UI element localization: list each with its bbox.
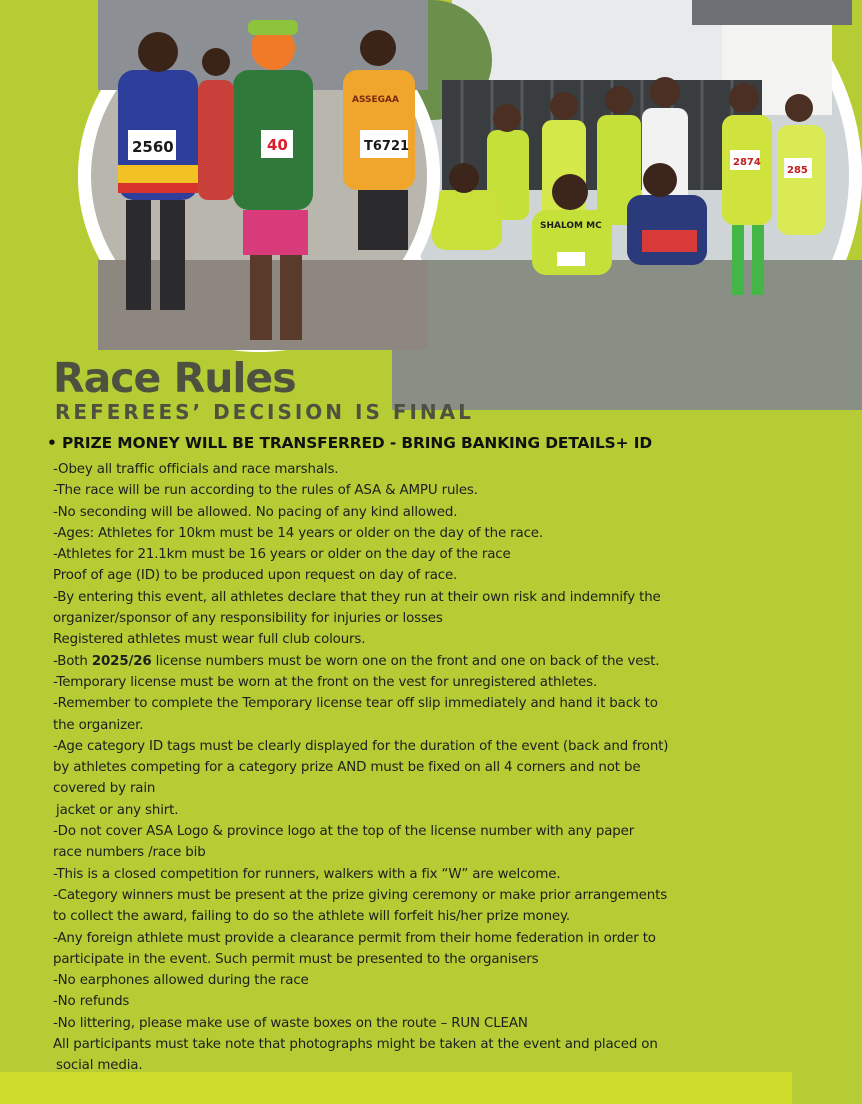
rule-line: -No littering, please make use of waste boxes on the route – RUN CLEAN	[53, 1015, 528, 1031]
rule-line: -Obey all traffic officials and race marshals.	[53, 462, 339, 477]
page-title: Race Rules	[53, 354, 296, 402]
rule-text: license numbers must be worn one on the front and one on back of the vest.	[151, 653, 660, 669]
rule-line: -Temporary license must be worn at the front on the vest for unregistered athletes.	[53, 674, 598, 690]
rule-line: jacket or any shirt.	[56, 802, 179, 818]
rule-line: by athletes competing for a category prize AND must be fixed on all 4 corners and not be	[53, 760, 641, 776]
rule-line: -Do not cover ASA Logo & province logo at the top of the license number with any paper	[53, 824, 635, 840]
bib-left-2: 40	[267, 136, 288, 154]
license-year: 2025/26	[91, 653, 152, 669]
rule-line: -No earphones allowed during the race	[53, 973, 309, 989]
bib-right-2: 285	[787, 165, 808, 176]
rule-line: the organizer.	[53, 717, 144, 733]
rule-line: -Athletes for 21.1km must be 16 years or older on the day of the race	[53, 547, 511, 563]
group-photo-image	[392, 0, 862, 410]
rule-line: race numbers /race bib	[53, 845, 206, 861]
rule-line: -Ages: Athletes for 10km must be 14 years or older on the day of the race.	[53, 525, 543, 541]
vest-text-left: ASSEGAA	[352, 95, 399, 105]
bib-left-3: T6721	[364, 139, 410, 154]
rule-line: -Category winners must be present at the prize giving ceremony or make prior arrangements	[53, 887, 668, 903]
rule-line: -The race will be run according to the rules of ASA & AMPU rules.	[53, 483, 478, 499]
rule-line: Proof of age (ID) to be produced upon request on day of race.	[53, 568, 458, 584]
rule-line: -No seconding will be allowed. No pacing of any kind allowed.	[53, 504, 458, 520]
prize-notice: • PRIZE MONEY WILL BE TRANSFERRED - BRING BANKING DETAILS+ ID	[47, 434, 653, 452]
rule-line	[53, 651, 775, 672]
group-photo	[392, 0, 862, 410]
rule-line: All participants must take note that photographs might be taken at the event and placed on	[53, 1037, 658, 1053]
rule-line: -No refunds	[53, 994, 130, 1010]
rule-line: Registered athletes must wear full club colours.	[53, 632, 366, 648]
rule-line: -By entering this event, all athletes declare that they run at their own risk and indemnify the	[53, 589, 661, 605]
bottom-band	[0, 1072, 792, 1104]
rule-line: participate in the event. Such permit must be presented to the organisers	[53, 951, 539, 967]
rule-line: -This is a closed competition for runners, walkers with a fix “W” are welcome.	[53, 866, 561, 882]
rules-list	[53, 459, 775, 1077]
rule-line: -Remember to complete the Temporary license tear off slip immediately and hand it back to	[53, 696, 658, 712]
rule-line: -Age category ID tags must be clearly displayed for the duration of the event (back and front)	[53, 738, 669, 754]
rule-line: to collect the award, failing to do so the athlete will forfeit his/her prize money.	[53, 909, 570, 925]
page-subtitle: REFEREES’ DECISION IS FINAL	[55, 400, 474, 424]
bib-right-1: 2874	[733, 157, 761, 168]
race-action-photo-image	[78, 0, 440, 352]
bib-left-1: 2560	[132, 138, 174, 156]
vest-text-right: SHALOM MC	[540, 221, 602, 231]
rule-line: -Any foreign athlete must provide a clearance permit from their home federation in order to	[53, 930, 656, 946]
rule-line: covered by rain	[53, 781, 156, 797]
rule-line: organizer/sponsor of any responsibility for injuries or losses	[53, 611, 443, 627]
rule-text: -Both	[53, 653, 92, 669]
rule-line: social media.	[56, 1058, 143, 1074]
race-action-photo	[78, 0, 440, 352]
